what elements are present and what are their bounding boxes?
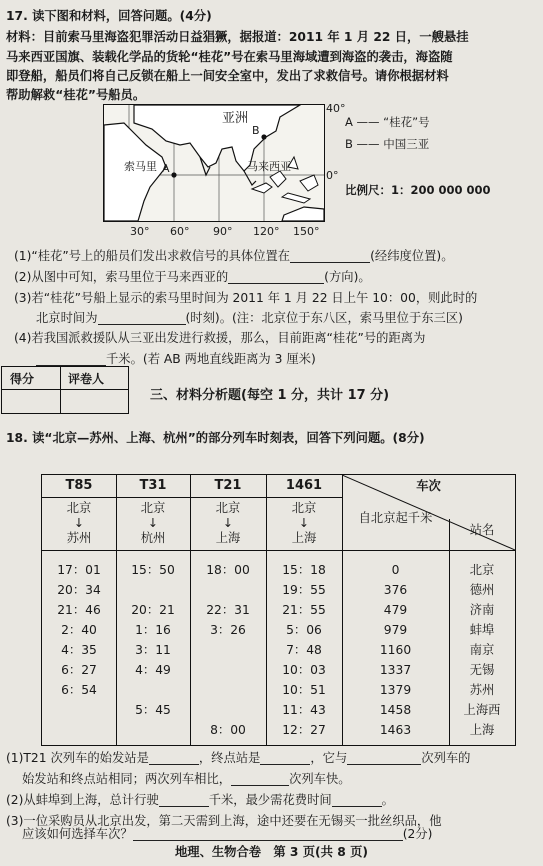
map-lon-150: 150° (293, 225, 320, 238)
q17-1 (14, 246, 454, 266)
score-label: 得分 (10, 372, 35, 386)
time-cell: 10：03 (282, 663, 326, 677)
q17-4: (4)若我国派救援队从三亚出发进行救援，那么，目前距离“桂花”号的距离为 (14, 331, 426, 345)
origin-t85: 北京 (66, 501, 92, 515)
dest-t31: 杭州 (140, 531, 166, 545)
km-cell: 0 (391, 563, 400, 577)
asia-map (103, 104, 325, 222)
arrow-down-icon: ↓ (298, 516, 310, 530)
answer-blank[interactable] (36, 351, 106, 366)
header-km: 自北京起千米 (358, 511, 433, 525)
time-cell: 20：34 (57, 583, 101, 597)
time-cell: 5：06 (286, 623, 322, 637)
train-timetable (41, 474, 516, 746)
q17-material-line-1: 材料：目前索马里海盗犯罪活动日益猖獗，据报道：2011 年 1 月 22 日，一艘悬挂 (6, 30, 469, 44)
km-cell: 376 (383, 583, 408, 597)
time-cell: 15：50 (131, 563, 175, 577)
km-cell: 1337 (379, 663, 412, 677)
time-cell: 3：11 (135, 643, 171, 657)
station-cell: 蚌埠 (469, 623, 495, 637)
answer-blank[interactable] (159, 792, 209, 807)
q17-3: (3)若“桂花”号船上显示的索马里时间为 2011 年 1 月 22 日上午 10：00，则此时的 (14, 291, 478, 305)
q18-3-cont (22, 824, 432, 844)
time-cell: 10：51 (282, 683, 326, 697)
dest-1461: 上海 (291, 531, 317, 545)
km-cell: 479 (383, 603, 408, 617)
arrow-down-icon: ↓ (73, 516, 85, 530)
q18-1-text-c: ，它与 (310, 751, 348, 765)
station-cell: 上海 (469, 723, 495, 737)
map-scale: 比例尺：1：200 000 000 (345, 183, 491, 197)
answer-blank[interactable] (149, 750, 199, 765)
map-lon-30: 30° (130, 225, 150, 238)
time-cell: 6：27 (61, 663, 97, 677)
time-cell: 22：31 (206, 603, 250, 617)
header-station: 站名 (469, 523, 495, 537)
station-cell: 南京 (469, 643, 495, 657)
grader-label: 评卷人 (68, 372, 105, 386)
time-cell: 21：55 (282, 603, 326, 617)
q18-2-text-c: 。 (381, 793, 394, 807)
map-lon-120: 120° (253, 225, 280, 238)
q17-2 (14, 267, 371, 287)
q18-1 (6, 748, 470, 768)
time-cell: 21：46 (57, 603, 101, 617)
q17-material-line-2: 马来西亚国旗、装载化学品的货轮“桂花”号在索马里海域遭到海盗的袭击，海盗随 (6, 50, 453, 64)
q18-1-cont-suffix: 次列车快。 (289, 772, 351, 786)
q17-material-line-3: 即登船，船员们将自己反锁在船上一间安全室中，发出了求救信号。请你根据材料 (6, 69, 449, 83)
time-cell: 7：48 (286, 643, 322, 657)
page-footer: 地理、生物合卷 第 3 页(共 8 页) (174, 845, 369, 859)
time-cell: 19：55 (282, 583, 326, 597)
km-cell: 1458 (379, 703, 412, 717)
arrow-down-icon: ↓ (222, 516, 234, 530)
train-t85: T85 (65, 478, 93, 493)
q18-2-text-a: (2)从蚌埠到上海，总计行驶 (6, 793, 159, 807)
q18-2-text-b: 千米，最少需花费时间 (208, 793, 332, 807)
q18-1-cont (22, 769, 351, 789)
q18-1-cont-text: 始发站和终点站相同；两次列车相比， (22, 772, 232, 786)
time-cell: 17：01 (57, 563, 101, 577)
time-cell: 8：00 (210, 723, 246, 737)
km-cell: 1463 (379, 723, 412, 737)
q18-2 (6, 790, 394, 810)
time-cell: 18：00 (206, 563, 250, 577)
time-cell: 3：26 (210, 623, 246, 637)
station-cell: 苏州 (469, 683, 495, 697)
q17-1-suffix: (经纬度位置)。 (370, 249, 454, 263)
answer-blank[interactable] (347, 750, 421, 765)
km-cell: 1160 (379, 643, 412, 657)
train-t31: T31 (139, 478, 167, 493)
q18-3: (3)一位采购员从北京出发，第二天需到上海，途中还要在无锡买一批丝织品，他 (6, 814, 442, 828)
answer-blank[interactable] (260, 750, 310, 765)
answer-blank[interactable] (228, 269, 324, 284)
map-lon-90: 90° (213, 225, 233, 238)
origin-t31: 北京 (140, 501, 166, 515)
train-t21: T21 (214, 478, 242, 493)
time-cell: 4：35 (61, 643, 97, 657)
km-cell: 979 (383, 623, 408, 637)
q17-3-text: 北京时间为 (36, 311, 98, 325)
map-point-a: A (162, 162, 170, 175)
station-cell: 德州 (469, 583, 495, 597)
time-cell: 12：27 (282, 723, 326, 737)
q18-1-text-d: 次列车的 (421, 751, 471, 765)
q17-stem: 17. 读下图和材料，回答问题。(4分) (6, 9, 212, 23)
time-cell: 4：49 (135, 663, 171, 677)
train-1461: 1461 (285, 478, 323, 493)
q17-material-line-4: 帮助解救“桂花”号船员。 (6, 88, 146, 102)
legend-b: B —— 中国三亚 (345, 137, 430, 151)
answer-blank[interactable] (98, 310, 186, 325)
time-cell: 11：43 (282, 703, 326, 717)
time-cell: 1：16 (135, 623, 171, 637)
q17-1-text: (1)“桂花”号上的船员们发出求救信号的具体位置在 (14, 249, 291, 263)
answer-blank[interactable] (133, 826, 403, 841)
answer-blank[interactable] (332, 792, 382, 807)
map-point-b: B (252, 124, 260, 137)
q18-stem: 18. 读“北京—苏州、上海、杭州”的部分列车时刻表，回答下列问题。(8分) (6, 431, 425, 445)
answer-blank[interactable] (290, 248, 370, 263)
origin-1461: 北京 (291, 501, 317, 515)
q17-2-text: (2)从图中可知，索马里位于马来西亚的 (14, 270, 229, 284)
time-cell: 2：40 (61, 623, 97, 637)
station-cell: 北京 (469, 563, 495, 577)
q17-3-suffix: (时刻)。(注：北京位于东八区，索马里位于东三区) (185, 311, 463, 325)
header-train: 车次 (416, 479, 441, 493)
section-title: 三、材料分析题(每空 1 分，共计 17 分) (150, 388, 390, 403)
time-cell: 15：18 (282, 563, 326, 577)
km-cell: 1379 (379, 683, 412, 697)
q17-4-suffix: 千米。(若 AB 两地直线距离为 3 厘米) (106, 352, 316, 366)
origin-t21: 北京 (215, 501, 241, 515)
answer-blank[interactable] (231, 771, 289, 786)
map-lat-0: 0° (326, 169, 339, 182)
dest-t85: 苏州 (66, 531, 92, 545)
q18-1-text-b: ，终点站是 (198, 751, 261, 765)
q18-1-text-a: (1)T21 次列车的始发站是 (6, 751, 149, 765)
legend-a: A —— “桂花”号 (345, 115, 430, 129)
q17-3-cont (36, 308, 463, 328)
score-box (1, 366, 129, 414)
q18-3-cont-text: 应该如何选择车次？ (22, 827, 133, 841)
station-cell: 上海西 (463, 703, 501, 717)
station-cell: 济南 (469, 603, 495, 617)
dest-t21: 上海 (215, 531, 241, 545)
arrow-down-icon: ↓ (147, 516, 159, 530)
map-label-asia: 亚洲 (222, 111, 249, 126)
q18-3-points: (2分) (402, 827, 433, 841)
map-label-malaysia: 马来西亚 (247, 160, 291, 173)
map-lat-40: 40° (326, 102, 346, 115)
time-cell: 5：45 (135, 703, 171, 717)
time-cell: 6：54 (61, 683, 97, 697)
time-cell: 20：21 (131, 603, 175, 617)
station-cell: 无锡 (469, 663, 495, 677)
map-lon-60: 60° (170, 225, 190, 238)
map-label-somalia: 索马里 (124, 160, 157, 173)
q17-2-suffix: (方向)。 (324, 270, 371, 284)
